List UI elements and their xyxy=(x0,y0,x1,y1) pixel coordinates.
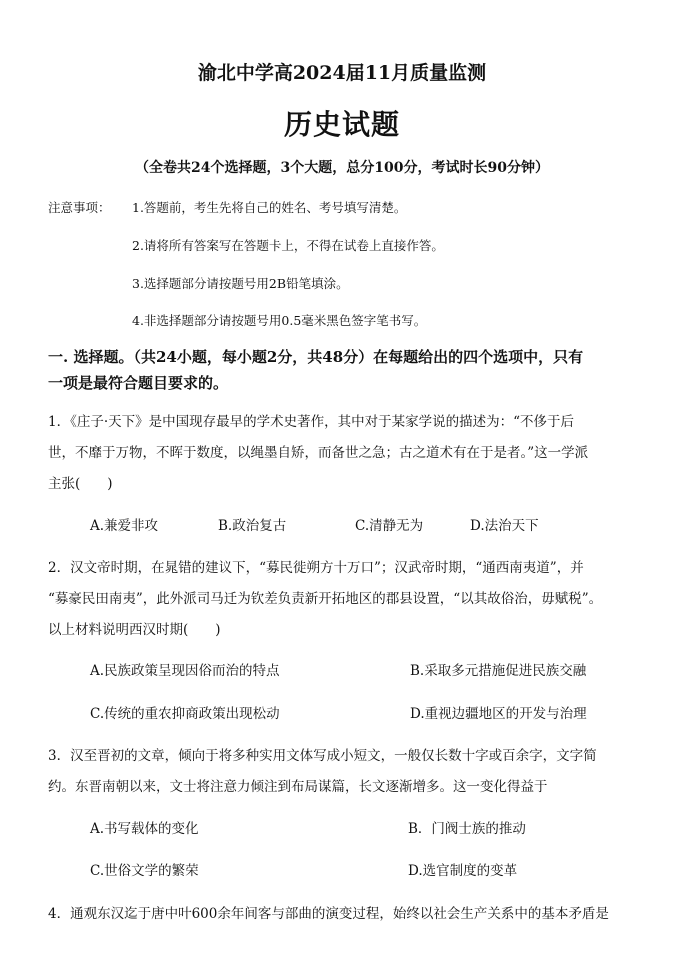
question-1-line: 世，不靡于万物，不晖于数度，以绳墨自矫，而备世之急；古之道术有在于是者。”这一学派 xyxy=(48,445,589,461)
q1-option-d[interactable]: D.法治天下 xyxy=(470,518,539,534)
q3-option-b[interactable]: B．门阀士族的推动 xyxy=(408,821,526,837)
q1-option-c[interactable]: C.清静无为 xyxy=(355,518,424,534)
question-4-line: 4．通观东汉迄于唐中叶600余年间客与部曲的演变过程，始终以社会生产关系中的基本矛盾是 xyxy=(48,906,609,922)
q2-option-b[interactable]: B.采取多元措施促进民族交融 xyxy=(410,663,587,679)
subject-title: 历史试题 xyxy=(283,108,400,141)
question-3-line: 3．汉至晋初的文章，倾向于将多种实用文体写成小短文，一般仅长数十字或百余字，文字简 xyxy=(48,748,597,764)
question-1-line: 1．《庄子·天下》是中国现存最早的学术史著作，其中对于某家学说的描述为：“不侈于后 xyxy=(48,414,575,430)
note-item: 1.答题前，考生先将自己的姓名、考号填写清楚。 xyxy=(132,200,407,215)
q2-option-c[interactable]: C.传统的重农抑商政策出现松动 xyxy=(90,706,280,722)
question-3-line: 约。东晋南朝以来，文士将注意力倾注到布局谋篇，长文逐渐增多。这一变化得益于 xyxy=(48,779,548,795)
exam-info: （全卷共24个选择题，3个大题，总分100分，考试时长90分钟） xyxy=(135,160,549,176)
q1-option-b[interactable]: B.政治复古 xyxy=(218,518,287,534)
question-1-line: 主张( ) xyxy=(48,476,113,492)
section-heading-line1: 一. 选择题。（共24小题，每小题2分，共48分）在每题给出的四个选项中，只有 xyxy=(48,348,584,366)
section-heading-line2: 一项是最符合题目要求的。 xyxy=(48,374,229,392)
q2-option-a[interactable]: A.民族政策呈现因俗而治的特点 xyxy=(90,663,280,679)
note-item: 3.选择题部分请按题号用2B铅笔填涂。 xyxy=(132,276,349,291)
question-2-line: 以上材料说明西汉时期( ) xyxy=(48,622,221,638)
note-item: 2.请将所有答案写在答题卡上，不得在试卷上直接作答。 xyxy=(132,238,444,253)
q3-option-d[interactable]: D.选官制度的变革 xyxy=(408,863,518,879)
q1-option-a[interactable]: A.兼爱非攻 xyxy=(90,518,159,534)
notes-label: 注意事项： xyxy=(48,200,111,215)
question-2-line: “募豪民田南夷”，此外派司马迁为钦差负责新开拓地区的郡县设置，“以其故俗治，毋赋税”。 xyxy=(48,591,603,607)
question-2-line: 2．汉文帝时期，在晁错的建议下，“募民徙朔方十万口”；汉武帝时期，“通西南夷道”，并 xyxy=(48,560,584,576)
q3-option-a[interactable]: A.书写载体的变化 xyxy=(90,821,199,837)
q3-option-c[interactable]: C.世俗文学的繁荣 xyxy=(90,863,199,879)
exam-title: 渝北中学高2024届11月质量监测 xyxy=(197,62,487,84)
q2-option-d[interactable]: D.重视边疆地区的开发与治理 xyxy=(410,706,587,722)
note-item: 4.非选择题部分请按题号用0.5毫米黑色签字笔书写。 xyxy=(132,313,427,328)
